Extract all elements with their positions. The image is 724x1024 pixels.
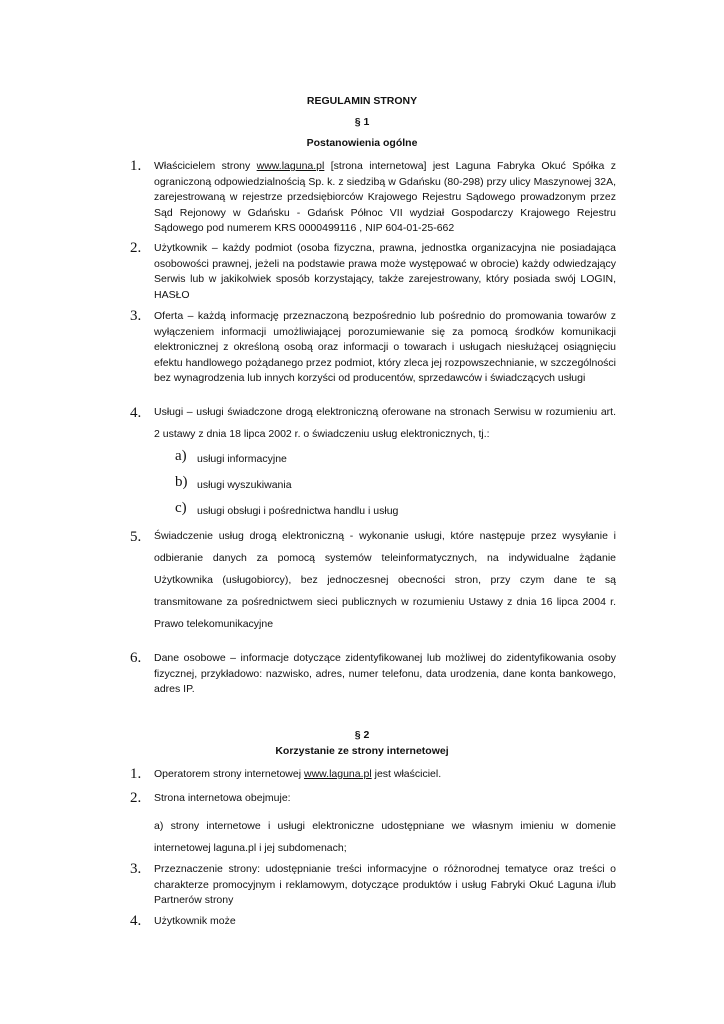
item-number: 3. bbox=[130, 861, 142, 877]
item-text-post: jest właściciel. bbox=[371, 768, 442, 780]
item-text bbox=[154, 159, 616, 237]
item-number: 1. bbox=[130, 158, 142, 174]
item-text bbox=[154, 767, 616, 783]
item-text-pre: Właścicielem strony bbox=[154, 160, 257, 172]
laguna-link[interactable]: www.laguna.pl bbox=[303, 768, 372, 780]
item-text: Przeznaczenie strony: udostępnianie treści informacyjne o różnorodnej tematyce oraz treści o charakterze promocyjnym i reklamowym, dotyczące produktów i usług Fabryki Okuć Laguna i/lub Partnerów strony bbox=[154, 863, 616, 906]
item-text: Strona internetowa obejmuje: bbox=[154, 792, 291, 804]
item-text-pre: Operatorem strony internetowej bbox=[154, 768, 304, 780]
section-2-mark: § 2 bbox=[354, 729, 370, 741]
subitem-text: usługi obsługi i pośrednictwa handlu i usług bbox=[197, 505, 399, 517]
item-number: 6. bbox=[130, 650, 142, 666]
item-number: 1. bbox=[130, 766, 142, 782]
subitem-text: usługi informacyjne bbox=[197, 453, 287, 465]
item-number: 4. bbox=[130, 913, 142, 929]
item-text: Dane osobowe – informacje dotyczące zidentyfikowanej lub możliwej do zidentyfikowania osoby fizycznej, przykładowo: nazwisko, adres, numer telefonu, data urodzenia, dane konta bankowego, adres IP. bbox=[154, 652, 616, 695]
laguna-link[interactable]: www.laguna.pl bbox=[256, 160, 325, 172]
item-number: 2. bbox=[130, 790, 142, 806]
item-text: Świadczenie usług drogą elektroniczną - wykonanie usługi, które następuje przez wysyłanie i odbieranie danych za pomocą systemów teleinformatycznych, na indywidualne żądanie Użytkownika (usługobiorcy), bez jednoczesnej obecności stron, przy czym dane te są transmitowane za pośrednictwem sieci publicznych w rozumieniu Ustawy z dnia 16 lipca 2004 r. Prawo telekomunikacyjne bbox=[154, 530, 616, 630]
section-1-heading: Postanowienia ogólne bbox=[306, 137, 418, 149]
section-1-mark: § 1 bbox=[354, 116, 370, 128]
item-number: 2. bbox=[130, 240, 142, 256]
item-number: 4. bbox=[130, 405, 142, 421]
item-text: Oferta – każdą informację przeznaczoną bezpośrednio lub pośrednio do promowania towarów z wyłączeniem informacji umożliwiającej porozumiewanie się za pomocą środków komunikacji elektronicznej z określoną osobą oraz informacji o towarach i usługach niesłużącej osiągnięciu efektu handlowego pożądanego przez podmiot, który zleca jej rozpowszechnianie, w szczególności bez wynagrodzenia lub innych korzyści od producentów, sprzedawców i świadczących usługi bbox=[154, 310, 616, 384]
item-number: 5. bbox=[130, 529, 142, 545]
section-2-heading: Korzystanie ze strony internetowej bbox=[275, 745, 449, 757]
subitem-letter: a) bbox=[175, 448, 187, 464]
subitem-text: usługi wyszukiwania bbox=[197, 479, 292, 491]
item-text-post: [strona internetowa] jest Laguna Fabryka Okuć Spółka z ograniczoną odpowiedzialnością Sp. k. z siedzibą w Gdańsku (80-298) przy ulicy Maszynowej 32A, zarejestrowaną w rejestrze przedsiębiorców Krajowego Rejestru Sądowego prowadzonym przez Sąd Rejonowy w Gdańsku - Gdańsk Północ VII wydział Gospodarczy Krajowego Rejestru Sądowego pod numerem KRS 0000499116 , NIP 604-01-25-662 bbox=[154, 160, 616, 234]
item-text: Usługi – usługi świadczone drogą elektroniczną oferowane na stronach Serwisu w rozumieniu art. 2 ustawy z dnia 18 lipca 2002 r. o świadczeniu usług elektronicznych, tj.: bbox=[154, 406, 616, 440]
subitem-letter: b) bbox=[175, 474, 188, 490]
subitem-letter: c) bbox=[175, 500, 187, 516]
item-text: a) strony internetowe i usługi elektroniczne udostępniane we własnym imieniu w domenie internetowej laguna.pl i jej subdomenach; bbox=[154, 820, 616, 854]
item-number: 3. bbox=[130, 308, 142, 324]
document-title: REGULAMIN STRONY bbox=[306, 95, 418, 107]
item-text: Użytkownik może bbox=[154, 915, 236, 927]
item-text: Użytkownik – każdy podmiot (osoba fizyczna, prawna, jednostka organizacyjna nie posiadająca osobowości prawnej, jeżeli na podstawie prawa może występować w obrocie) każdy odwiedzający Serwis lub w jakikolwiek sposób korzystający, także zarejestrowany, który posiada swój LOGIN, HASŁO bbox=[154, 242, 616, 301]
